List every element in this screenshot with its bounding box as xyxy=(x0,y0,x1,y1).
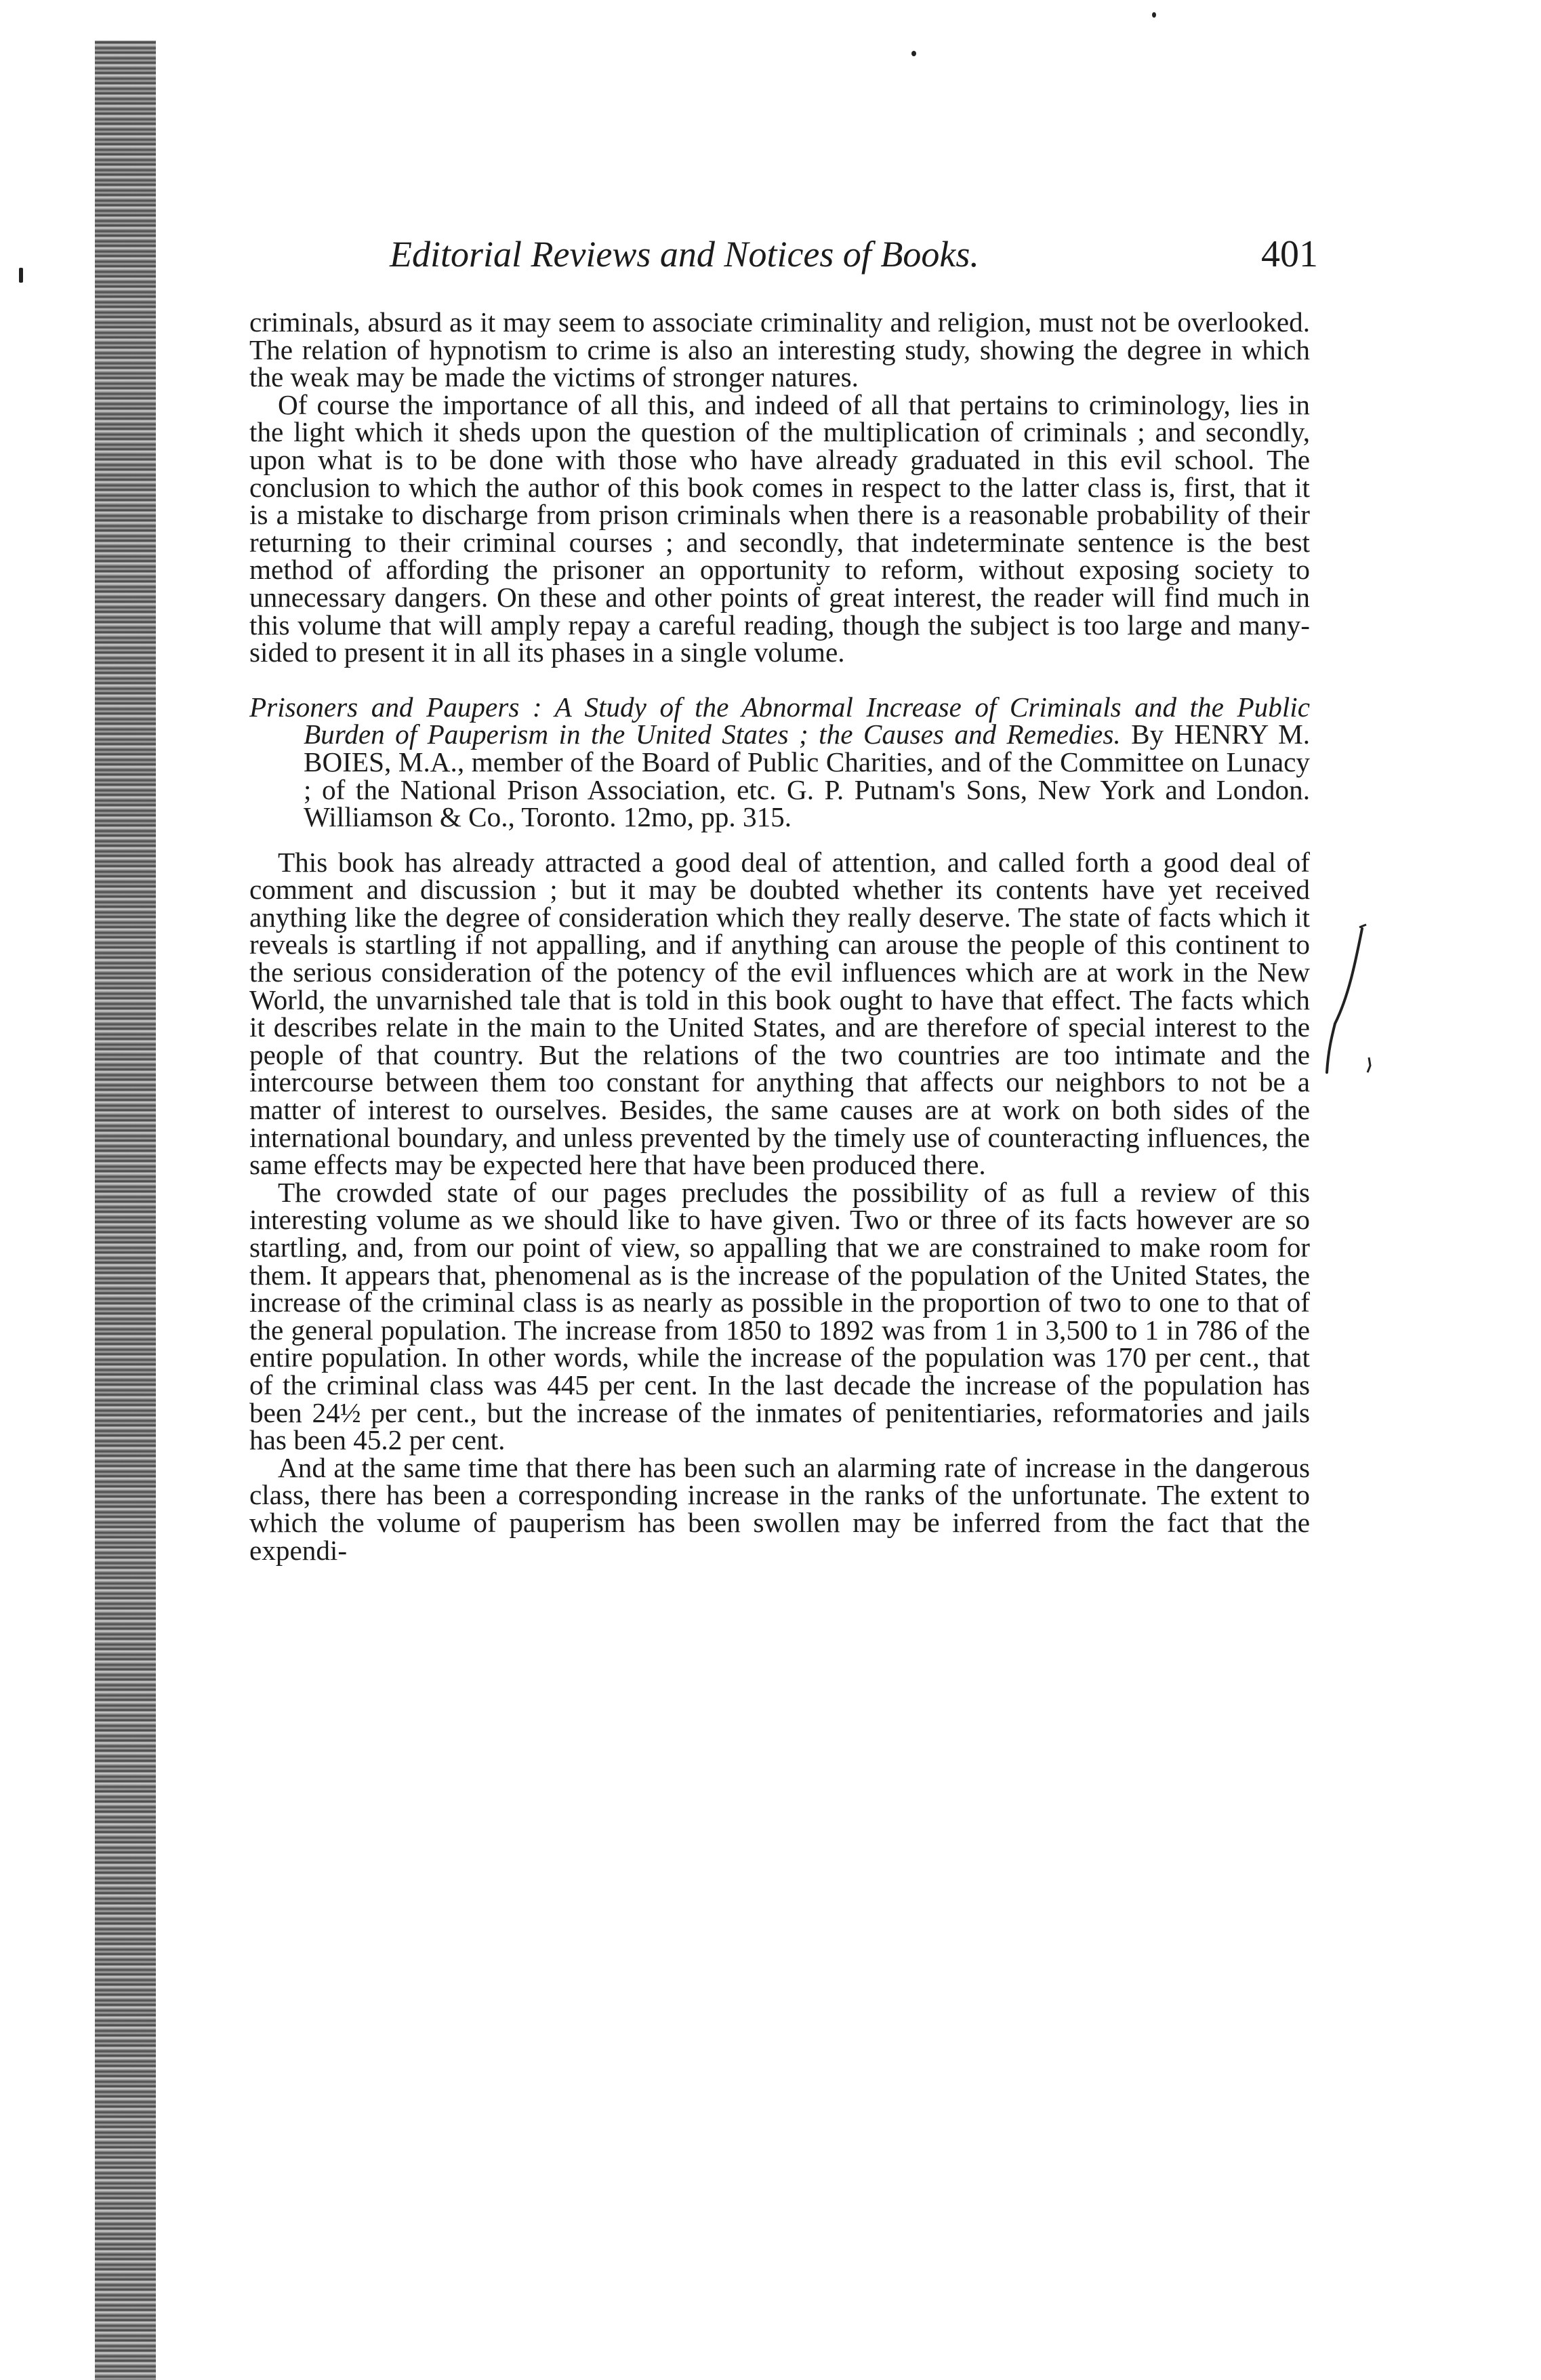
book-publication-details: member of the Board of Public Charities, and of the Committee on Lunacy ; of the National Prison Association, etc. G. P. Putnam's Sons, New York and London. Williamson & Co., Toronto. 12mo, pp. 315. xyxy=(304,746,1310,833)
page-number: 401 xyxy=(1261,233,1318,275)
author-name: HENRY M. BOIES, M.A., xyxy=(304,719,1311,778)
scan-speck xyxy=(19,268,23,283)
review-paragraph: And at the same time that there has been such an alarming rate of increase in the dangerous class, there has been a corresponding increase in the ranks of the unfortunate. The extent to which the volume of pauperism has been swollen may be inferred from the fact that the expendi- xyxy=(249,1451,1310,1566)
book-title: Prisoners and Paupers : A Study of the Abnormal Increase of Criminals and the Public Burden of Pauperism in the United States ; the Causes and Remedies. xyxy=(249,691,1310,750)
review-heading xyxy=(249,693,1310,831)
page-body xyxy=(249,308,1310,1564)
scan-speck xyxy=(1152,12,1156,18)
review-paragraph: The crowded state of our pages precludes the possibility of as full a review of this interesting volume as we should like to have given. Two or three of its facts however are so startling, and, from our point of view, so appalling that we are constrained to make room for them. It appears that, phenomenal as is the increase of the population of the United States, the increase of the criminal class is as nearly as possible in the proportion of two to one to that of the general population. The increase from 1850 to 1892 was from 1 in 3,500 to 1 in 786 of the entire population. In other words, while the increase of the population was 170 per cent., that of the criminal class was 445 per cent. In the last decade the increase of the population has been 24½ per cent., but the increase of the inmates of penitentiaries, reformatories and jails has been 45.2 per cent. xyxy=(249,1176,1310,1456)
running-title: Editorial Reviews and Notices of Books. xyxy=(390,234,979,275)
page-header xyxy=(390,227,1318,281)
author-prefix: By xyxy=(1131,719,1164,750)
scan-speck xyxy=(911,51,916,56)
review-paragraph: This book has already attracted a good deal of attention, and called forth a good deal of comment and discussion ; but it may be doubted whether its contents have yet received anything like the degree of consideration which they really deserve. The state of facts which it reveals is startling if not appalling, and if anything can arouse the people of this continent to the serious consideration of the potency of the evil influences which are at work in the New World, the unvarnished tale that is told in this book ought to have that effect. The facts which it describes relate in the main to the United States, and are therefore of special interest to the people of that country. But the relations of the two countries are too intimate and the intercourse between them too constant for anything that affects our neighbors to not be a matter of interest to ourselves. Besides, the same causes are at work on both sides of the international boundary, and unless prevented by the timely use of counteracting influences, the same effects may be expected here that have been produced there. xyxy=(249,846,1310,1181)
body-paragraph: Of course the importance of all this, and indeed of all that pertains to criminology, lies in the light which it sheds upon the question of the multiplication of criminals ; and secondly, upon what is to be done with those who have already graduated in this evil school. The conclusion to which the author of this book comes in respect to the latter class is, first, that it is a mistake to discharge from prison criminals when there is a reasonable probability of their returning to their criminal courses ; and secondly, that indeterminate sentence is the best method of affording the prisoner an opportunity to reform, without exposing society to unnecessary dangers. On these and other points of great interest, the reader will find much in this volume that will amply repay a careful reading, though the subject is too large and many-sided to present it in all its phases in a single volume. xyxy=(249,388,1310,668)
body-paragraph: criminals, absurd as it may seem to associate criminality and religion, must not be overlooked. The relation of hypnotism to crime is also an interesting study, showing the degree in which the weak may be made the victims of stronger natures. xyxy=(249,306,1310,393)
book-binding-edge xyxy=(95,41,156,2380)
handwritten-margin-mark xyxy=(1321,922,1376,1078)
